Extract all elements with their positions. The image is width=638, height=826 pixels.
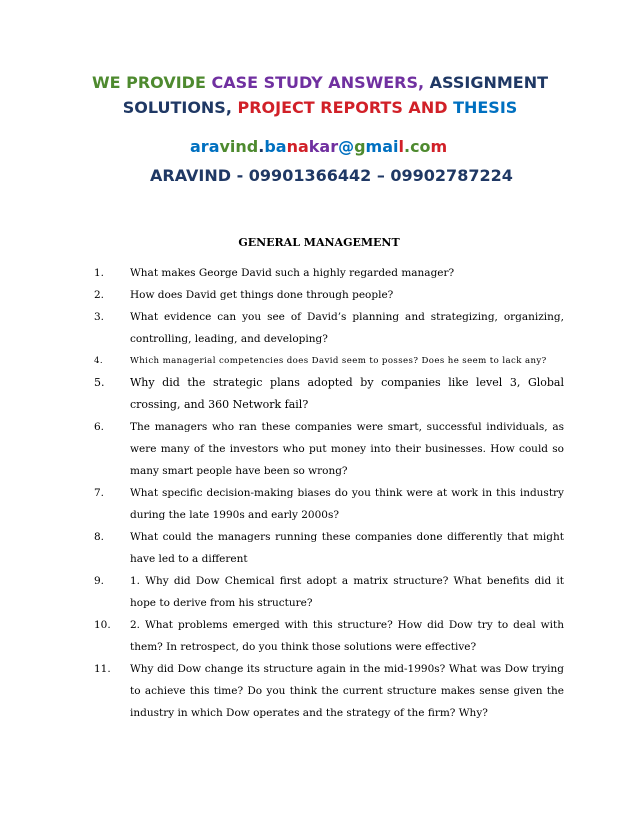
question-number: 3. — [94, 311, 105, 323]
question-number: 9. — [94, 575, 105, 587]
question-number: 11. — [94, 663, 111, 675]
question-number: 2. — [94, 289, 105, 301]
email-segment: vind — [219, 137, 259, 156]
question-item — [94, 372, 564, 416]
question-number: 6. — [94, 421, 105, 433]
promo-line-1 — [60, 70, 580, 95]
email-segment: .co — [403, 137, 431, 156]
question-number: 5. — [94, 376, 105, 389]
question-number: 4. — [94, 356, 103, 366]
question-number: 1. — [94, 267, 105, 279]
question-item — [94, 482, 564, 526]
question-list — [94, 262, 564, 724]
question-item — [94, 416, 564, 482]
email-segment: g — [354, 137, 366, 156]
question-text: 2. What problems emerged with this structure? How did Dow try to deal with them? In retrospect, do you think those solutions were effective? — [130, 619, 564, 653]
question-text: Why did Dow change its structure again in the mid-1990s? What was Dow trying to achieve this time? Do you think the current structure makes sense given the industry in which Dow operates and the strategy of the firm? Why? — [130, 663, 564, 719]
email-segment: l — [398, 137, 404, 156]
question-number: 10. — [94, 619, 111, 631]
email-segment: ara — [190, 137, 220, 156]
email-segment: ba — [264, 137, 287, 156]
contact-email — [190, 137, 447, 156]
question-text: Which managerial competencies does David seem to posses? Does he seem to lack any? — [130, 356, 547, 366]
promo-segment: THESIS — [453, 98, 518, 117]
question-item — [94, 614, 564, 658]
question-item — [94, 526, 564, 570]
promo-header — [60, 70, 580, 120]
question-item — [94, 570, 564, 614]
section-title: GENERAL MANAGEMENT — [238, 236, 400, 249]
promo-segment: ASSIGNMENT — [429, 73, 549, 92]
promo-line-2 — [60, 95, 580, 120]
promo-segment: CASE STUDY ANSWERS, — [211, 73, 430, 92]
question-text: The managers who ran these companies were smart, successful individuals, as were many of the investors who put money into their businesses. How could so many smart people have been so wrong? — [130, 421, 564, 477]
question-text: 1. Why did Dow Chemical first adopt a matrix structure? What benefits did it hope to derive from his structure? — [130, 575, 564, 609]
question-text: How does David get things done through people? — [130, 289, 394, 301]
contact-phone: ARAVIND - 09901366442 – 09902787224 — [150, 166, 513, 185]
question-text: Why did the strategic plans adopted by companies like level 3, Global crossing, and 360 Network fail? — [130, 376, 564, 411]
promo-segment: PROJECT REPORTS AND — [237, 98, 454, 117]
question-number: 8. — [94, 531, 105, 543]
email-segment: m — [430, 137, 448, 156]
question-text: What could the managers running these companies done differently that might have led to a different — [130, 531, 564, 565]
email-segment: na — [286, 137, 309, 156]
email-segment: kar — [308, 137, 339, 156]
email-segment: . — [258, 137, 265, 156]
question-item — [94, 262, 564, 284]
question-text: What makes George David such a highly regarded manager? — [130, 267, 455, 279]
promo-segment: WE PROVIDE — [91, 73, 212, 92]
question-item — [94, 306, 564, 350]
question-item — [94, 284, 564, 306]
promo-segment: SOLUTIONS, — [122, 98, 238, 117]
question-item — [94, 350, 564, 372]
email-segment: @ — [338, 137, 355, 156]
question-number: 7. — [94, 487, 105, 499]
question-text: What evidence can you see of David’s planning and strategizing, organizing, controlling, leading, and developing? — [130, 311, 564, 345]
question-item — [94, 658, 564, 724]
question-text: What specific decision-making biases do you think were at work in this industry during the late 1990s and early 2000s? — [130, 487, 564, 521]
email-segment: mai — [365, 137, 399, 156]
